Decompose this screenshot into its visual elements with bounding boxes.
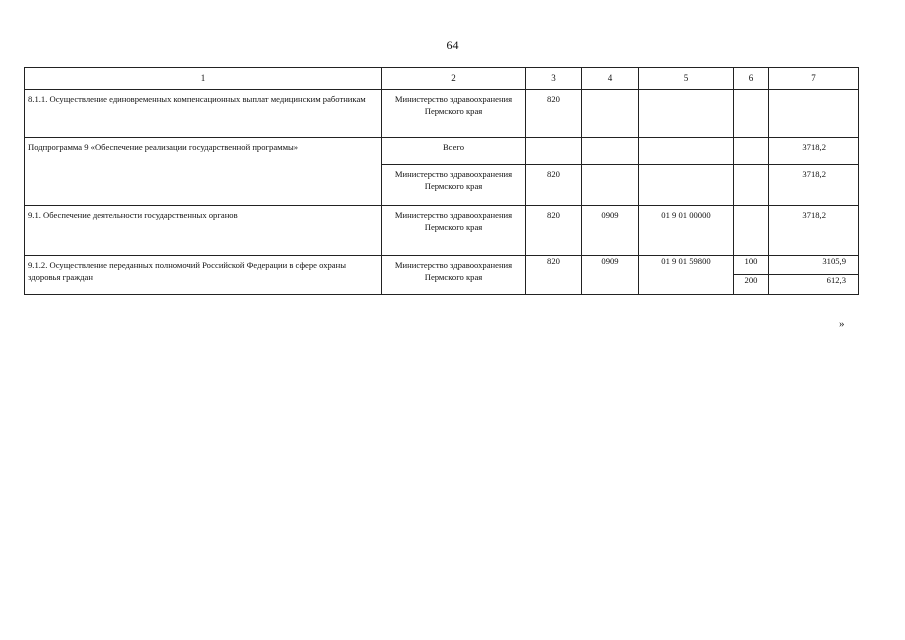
row-code-6: 100 bbox=[734, 256, 769, 275]
page-number: 64 bbox=[446, 38, 459, 52]
row-value: 3105,9 bbox=[769, 256, 859, 275]
row-agency: Министерство здравоохранения Пермского края bbox=[382, 206, 526, 256]
row-name: 9.1. Обеспечение деятельности государственных органов bbox=[25, 206, 382, 256]
row-agency: Министерство здравоохранения Пермского края bbox=[382, 256, 526, 295]
row-code-5 bbox=[639, 138, 734, 165]
row-value: 3718,2 bbox=[769, 138, 859, 165]
row-code-3: 820 bbox=[526, 165, 582, 206]
row-code-4 bbox=[582, 165, 639, 206]
row-code-3: 820 bbox=[526, 206, 582, 256]
column-header-6: 6 bbox=[734, 68, 769, 90]
row-agency: Министерство здравоохранения Пермского края bbox=[382, 90, 526, 138]
table-row bbox=[25, 256, 859, 275]
row-code-6 bbox=[734, 206, 769, 256]
row-code-5 bbox=[639, 165, 734, 206]
row-code-6 bbox=[734, 90, 769, 138]
row-code-4 bbox=[582, 138, 639, 165]
row-code-4: 0909 bbox=[582, 206, 639, 256]
row-value: 3718,2 bbox=[769, 165, 859, 206]
table-row bbox=[25, 206, 859, 256]
closing-quote: » bbox=[839, 318, 845, 330]
table-row bbox=[25, 90, 859, 138]
row-code-6: 200 bbox=[734, 275, 769, 295]
row-code-5 bbox=[639, 90, 734, 138]
budget-table bbox=[24, 67, 859, 295]
row-code-3: 820 bbox=[526, 256, 582, 295]
table-header-row bbox=[25, 68, 859, 90]
column-header-2: 2 bbox=[382, 68, 526, 90]
row-code-6 bbox=[734, 138, 769, 165]
row-code-4: 0909 bbox=[582, 256, 639, 295]
row-code-6 bbox=[734, 165, 769, 206]
row-name: 9.1.2. Осуществление переданных полномочий Российской Федерации в сфере охраны здоровья граждан bbox=[25, 256, 382, 295]
row-value: 3718,2 bbox=[769, 206, 859, 256]
column-header-4: 4 bbox=[582, 68, 639, 90]
row-name: Подпрограмма 9 «Обеспечение реализации государственной программы» bbox=[25, 138, 382, 206]
row-value: 612,3 bbox=[769, 275, 859, 295]
row-code-5: 01 9 01 00000 bbox=[639, 206, 734, 256]
row-agency: Министерство здравоохранения Пермского края bbox=[382, 165, 526, 206]
row-code-3: 820 bbox=[526, 90, 582, 138]
row-name: 8.1.1. Осуществление единовременных компенсационных выплат медицинским работникам bbox=[25, 90, 382, 138]
row-value bbox=[769, 90, 859, 138]
column-header-7: 7 bbox=[769, 68, 859, 90]
column-header-5: 5 bbox=[639, 68, 734, 90]
row-code-5: 01 9 01 59800 bbox=[639, 256, 734, 295]
column-header-1: 1 bbox=[25, 68, 382, 90]
row-agency: Всего bbox=[382, 138, 526, 165]
row-code-4 bbox=[582, 90, 639, 138]
row-code-3 bbox=[526, 138, 582, 165]
column-header-3: 3 bbox=[526, 68, 582, 90]
table-row bbox=[25, 138, 859, 165]
